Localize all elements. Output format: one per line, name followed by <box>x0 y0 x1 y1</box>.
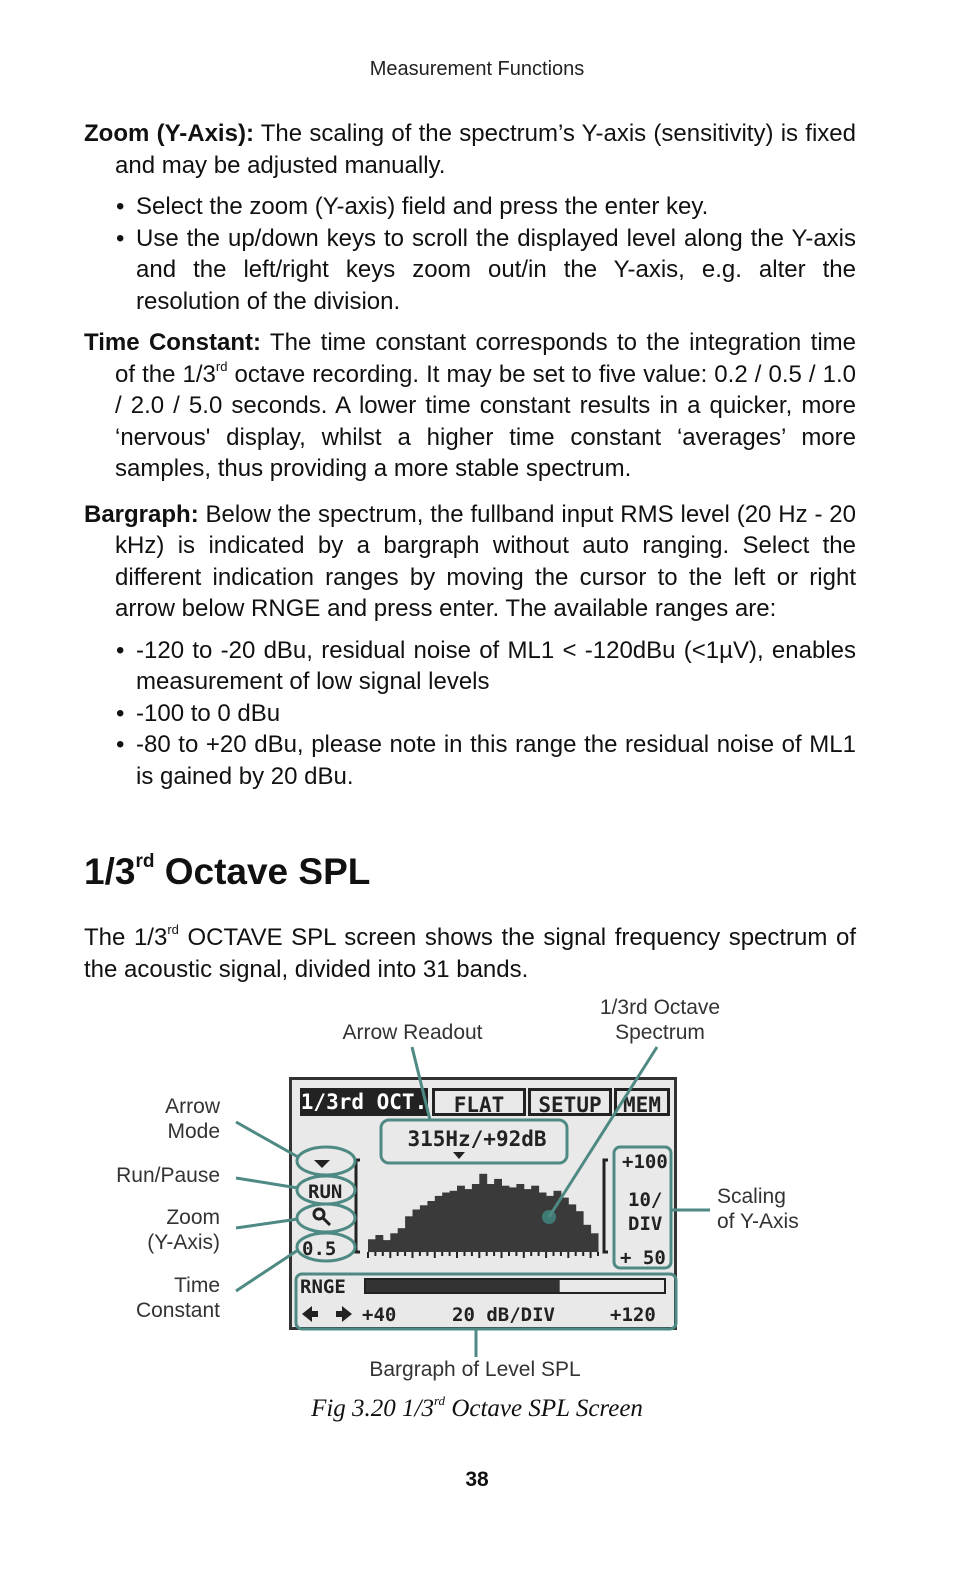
callout-run-pause: Run/Pause <box>116 1164 220 1187</box>
arrow-mode-icon[interactable] <box>314 1160 330 1168</box>
list-item: • -80 to +20 dBu, please note in this range the residual noise of ML1 is gained by 20 dBu. <box>136 729 856 792</box>
spectrum-bar <box>524 1189 532 1252</box>
spectrum-ticks <box>368 1252 598 1258</box>
list-item: • Select the zoom (Y-axis) field and press the enter key. <box>136 191 856 223</box>
scale-bottom: + 50 <box>620 1247 666 1269</box>
bargraph-text: Below the spectrum, the fullband input RMS level (20 Hz - 20 kHz) is indicated by a bargraph without auto ranging. Select the different indication ranges by moving the cursor to the left or right arrow below RNGE and press enter. The available ranges are: <box>115 500 856 622</box>
list-item: • Use the up/down keys to scroll the displayed level along the Y-axis and the left/right keys zoom out/in the Y-axis, e.g. alter the resolution of the division. <box>136 223 856 318</box>
callout-spectrum-line2: Spectrum <box>615 1021 705 1044</box>
run-pause-highlight <box>297 1176 355 1204</box>
spectrum-bar <box>465 1189 473 1252</box>
spectrum-bar <box>435 1196 443 1252</box>
time-constant-text-b: octave recording. It may be set to five value: 0.2 / 0.5 / 1.0 / 2.0 / 5.0 seconds. A lower time constant results in a quicker, more ‘nervous' display, whilst a higher time constant ‘averages’ more samples, thus providing a more stable spectrum. <box>115 360 856 482</box>
spectrum-bar <box>390 1233 398 1252</box>
spectrum-bar <box>383 1240 391 1252</box>
page-header: Measurement Functions <box>369 58 585 80</box>
spectrum-bar <box>531 1186 539 1252</box>
scale-div-line1: 10/ <box>628 1189 663 1211</box>
time-constant-text-a: The time constant corresponds to the integration time of the 1/3 <box>115 329 857 388</box>
page-number: 38 <box>465 1468 489 1491</box>
heading-rest: Octave SPL <box>154 851 371 892</box>
spectrum-bar <box>502 1186 510 1252</box>
callout-time-constant-line1: Time <box>174 1274 220 1297</box>
intro-superscript: rd <box>167 922 179 937</box>
spectrum-bar <box>457 1186 465 1252</box>
intro-text-b: OCTAVE SPL screen shows the signal frequency spectrum of the acoustic signal, divided into 31 bands. <box>84 924 856 983</box>
time-constant-term: Time Constant: <box>84 329 261 356</box>
caption-superscript: rd <box>433 1392 446 1408</box>
range-label: RNGE <box>300 1276 346 1298</box>
spectrum-bar <box>368 1239 376 1252</box>
spectrum-bar <box>583 1225 591 1252</box>
callout-arrow-mode-line1: Arrow <box>165 1095 220 1118</box>
caption-text-b: Octave SPL Screen <box>445 1395 643 1422</box>
callout-scaling-line2: of Y-Axis <box>717 1210 799 1233</box>
level-bar-fill <box>366 1280 560 1292</box>
superscript: rd <box>215 358 228 374</box>
left-bracket <box>356 1160 360 1252</box>
zoom-text: The scaling of the spectrum’s Y-axis (sensitivity) is fixed and may be adjusted manually. <box>115 120 856 179</box>
range-right-arrow-icon[interactable] <box>342 1306 352 1322</box>
menu-mem[interactable]: MEM <box>614 1088 670 1116</box>
magnifier-handle <box>323 1218 330 1225</box>
spectrum-bar <box>479 1174 487 1252</box>
spectrum-bar <box>450 1191 458 1252</box>
figure-caption <box>0 1392 954 1423</box>
spectrum-bar <box>576 1211 584 1252</box>
bargraph-left: +40 <box>362 1304 397 1326</box>
bargraph-term: Bargraph: <box>84 500 199 528</box>
spectrum-bar <box>568 1204 576 1252</box>
run-pause-button[interactable]: RUN <box>308 1181 343 1203</box>
spectrum-bar <box>561 1198 569 1252</box>
scaling-highlight <box>614 1147 671 1268</box>
spectrum-bar <box>546 1196 554 1252</box>
callout-zoom-line2: (Y-Axis) <box>147 1231 220 1254</box>
spectrum-bar <box>420 1205 428 1252</box>
list-item: • -100 to 0 dBu <box>136 698 856 730</box>
range-right-arrow-stem <box>336 1311 342 1317</box>
bargraph-division: 20 dB/DIV <box>452 1304 555 1326</box>
right-bracket <box>604 1160 608 1252</box>
caption-text-a: Fig 3.20 1/3 <box>311 1395 434 1422</box>
arrow-readout: 315Hz/+92dB <box>407 1127 547 1151</box>
spectrum-bar <box>398 1228 406 1252</box>
range-left-arrow-stem <box>312 1311 318 1317</box>
spectrum-bar <box>509 1187 517 1252</box>
zoom-highlight <box>297 1204 355 1232</box>
callout-arrow-readout: Arrow Readout <box>342 1021 483 1044</box>
readout-arrow-icon <box>453 1152 465 1159</box>
spectrum-bar <box>442 1193 450 1253</box>
spectrum-bar <box>494 1179 502 1252</box>
spectrum-bar <box>413 1210 421 1253</box>
callout-arrow-mode-line2: Mode <box>167 1120 220 1143</box>
scale-div-line2: DIV <box>628 1213 663 1235</box>
time-constant-highlight <box>297 1233 355 1261</box>
menu-flat[interactable]: FLAT <box>432 1088 526 1116</box>
range-left-arrow-icon[interactable] <box>302 1306 312 1322</box>
spectrum-bar <box>427 1201 435 1252</box>
callout-bargraph: Bargraph of Level SPL <box>369 1358 581 1381</box>
time-constant-field[interactable]: 0.5 <box>302 1238 337 1260</box>
spectrum-bars <box>368 1174 599 1252</box>
heading-main: 1/3 <box>84 851 136 892</box>
bargraph-right: +120 <box>610 1304 656 1326</box>
callout-spectrum-line1: 1/3rd Octave <box>599 996 721 1019</box>
menu-octave[interactable]: 1/3rd OCT. <box>300 1090 428 1114</box>
readout-highlight <box>381 1120 567 1163</box>
magnifier-icon[interactable] <box>314 1209 324 1219</box>
intro-text-a: The 1/3 <box>84 924 168 951</box>
spectrum-bar <box>472 1184 480 1252</box>
callout-scaling-line1: Scaling <box>717 1185 786 1208</box>
callout-zoom-line1: Zoom <box>166 1206 220 1229</box>
list-item: • -120 to -20 dBu, residual noise of ML1 < -120dBu (<1µV), enables measurement of low signal levels <box>136 635 856 698</box>
zoom-term: Zoom (Y-Axis): <box>84 120 254 147</box>
callout-time-constant-line2: Constant <box>135 1299 220 1322</box>
spectrum-bar <box>516 1184 524 1252</box>
heading-superscript: rd <box>135 850 155 872</box>
spectrum-bar <box>591 1233 599 1252</box>
spectrum-bar <box>375 1235 383 1252</box>
menu-setup[interactable]: SETUP <box>528 1088 612 1116</box>
spectrum-bar <box>405 1216 413 1252</box>
scale-top: +100 <box>622 1151 668 1173</box>
spectrum-bar <box>487 1184 495 1252</box>
